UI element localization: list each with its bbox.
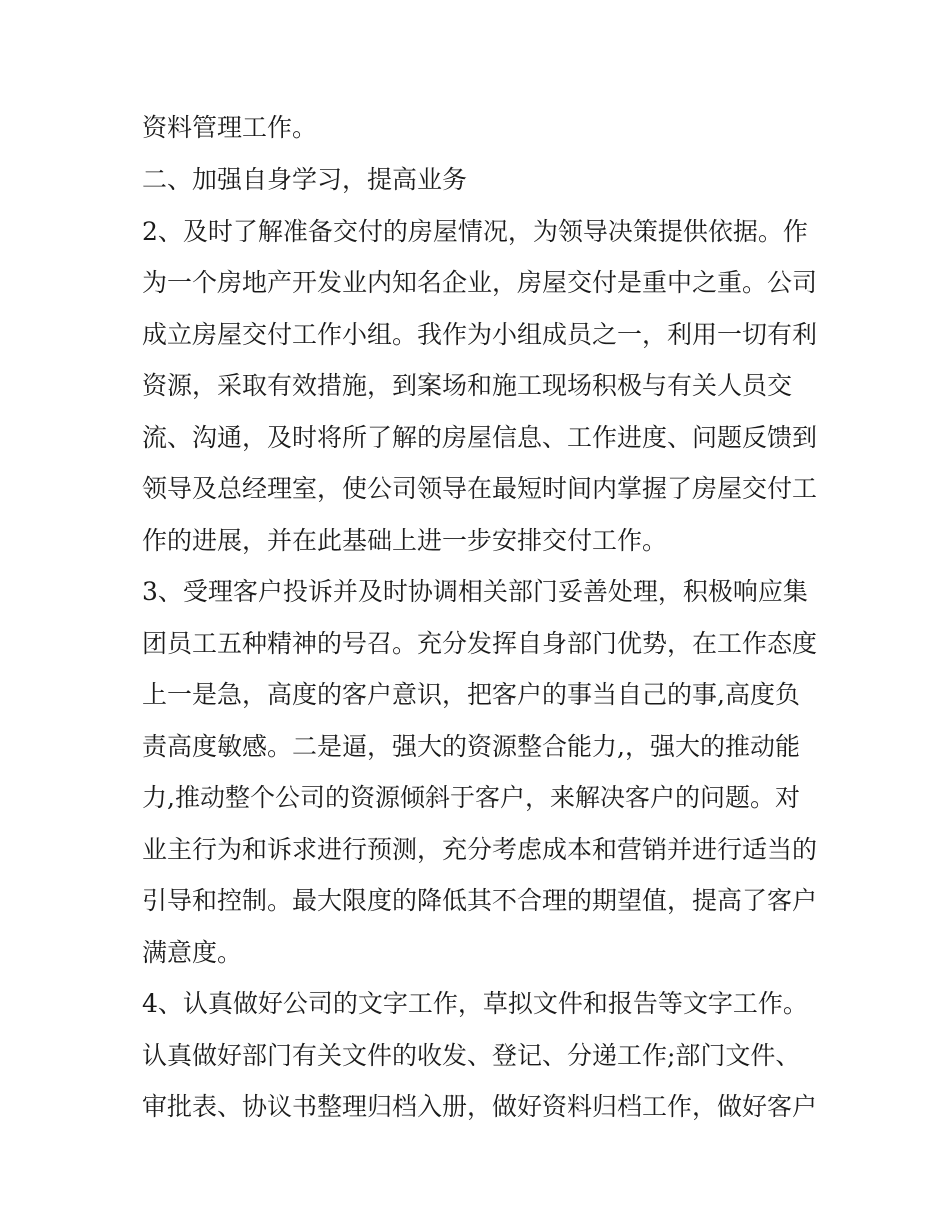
- text-line: 团员工五种精神的号召。充分发挥自身部门优势，在工作态度: [142, 629, 818, 658]
- text-line: 流、沟通，及时将所了解的房屋信息、工作进度、问题反馈到: [142, 423, 818, 452]
- text-line: 审批表、协议书整理归档入册，做好资料归档工作，做好客户: [142, 1092, 818, 1121]
- text-line: 引导和控制。最大限度的降低其不合理的期望值，提高了客户: [142, 886, 818, 915]
- text-line: 3、受理客户投诉并及时协调相关部门妥善处理，积极响应集: [142, 577, 808, 606]
- text-line: 2、及时了解准备交付的房屋情况，为领导决策提供依据。作: [142, 217, 808, 246]
- text-line: 上一是急，高度的客户意识，把客户的事当自己的事,高度负: [142, 680, 800, 709]
- text-line: 力,推动整个公司的资源倾斜于客户，来解决客户的问题。对: [142, 783, 800, 812]
- text-line: 领导及总经理室，使公司领导在最短时间内掌握了房屋交付工: [142, 474, 818, 503]
- text-line: 成立房屋交付工作小组。我作为小组成员之一，利用一切有利: [142, 320, 818, 349]
- text-line: 4、认真做好公司的文字工作，草拟文件和报告等文字工作。: [142, 989, 808, 1018]
- text-line: 资源，采取有效措施，到案场和施工现场积极与有关人员交: [142, 371, 793, 400]
- section-heading: 二、加强自身学习，提高业务: [142, 165, 468, 194]
- text-line: 责高度敏感。二是逼，强大的资源整合能力,，强大的推动能: [142, 732, 800, 761]
- text-line: 为一个房地产开发业内知名企业，房屋交付是重中之重。公司: [142, 268, 818, 297]
- text-line: 作的进展，并在此基础上进一步安排交付工作。: [142, 526, 668, 555]
- text-line: 认真做好部门有关文件的收发、登记、分递工作;部门文件、: [142, 1041, 801, 1070]
- text-line: 资料管理工作。: [142, 113, 318, 142]
- text-line: 业主行为和诉求进行预测，充分考虑成本和营销并进行适当的: [142, 835, 818, 864]
- text-line: 满意度。: [142, 938, 243, 967]
